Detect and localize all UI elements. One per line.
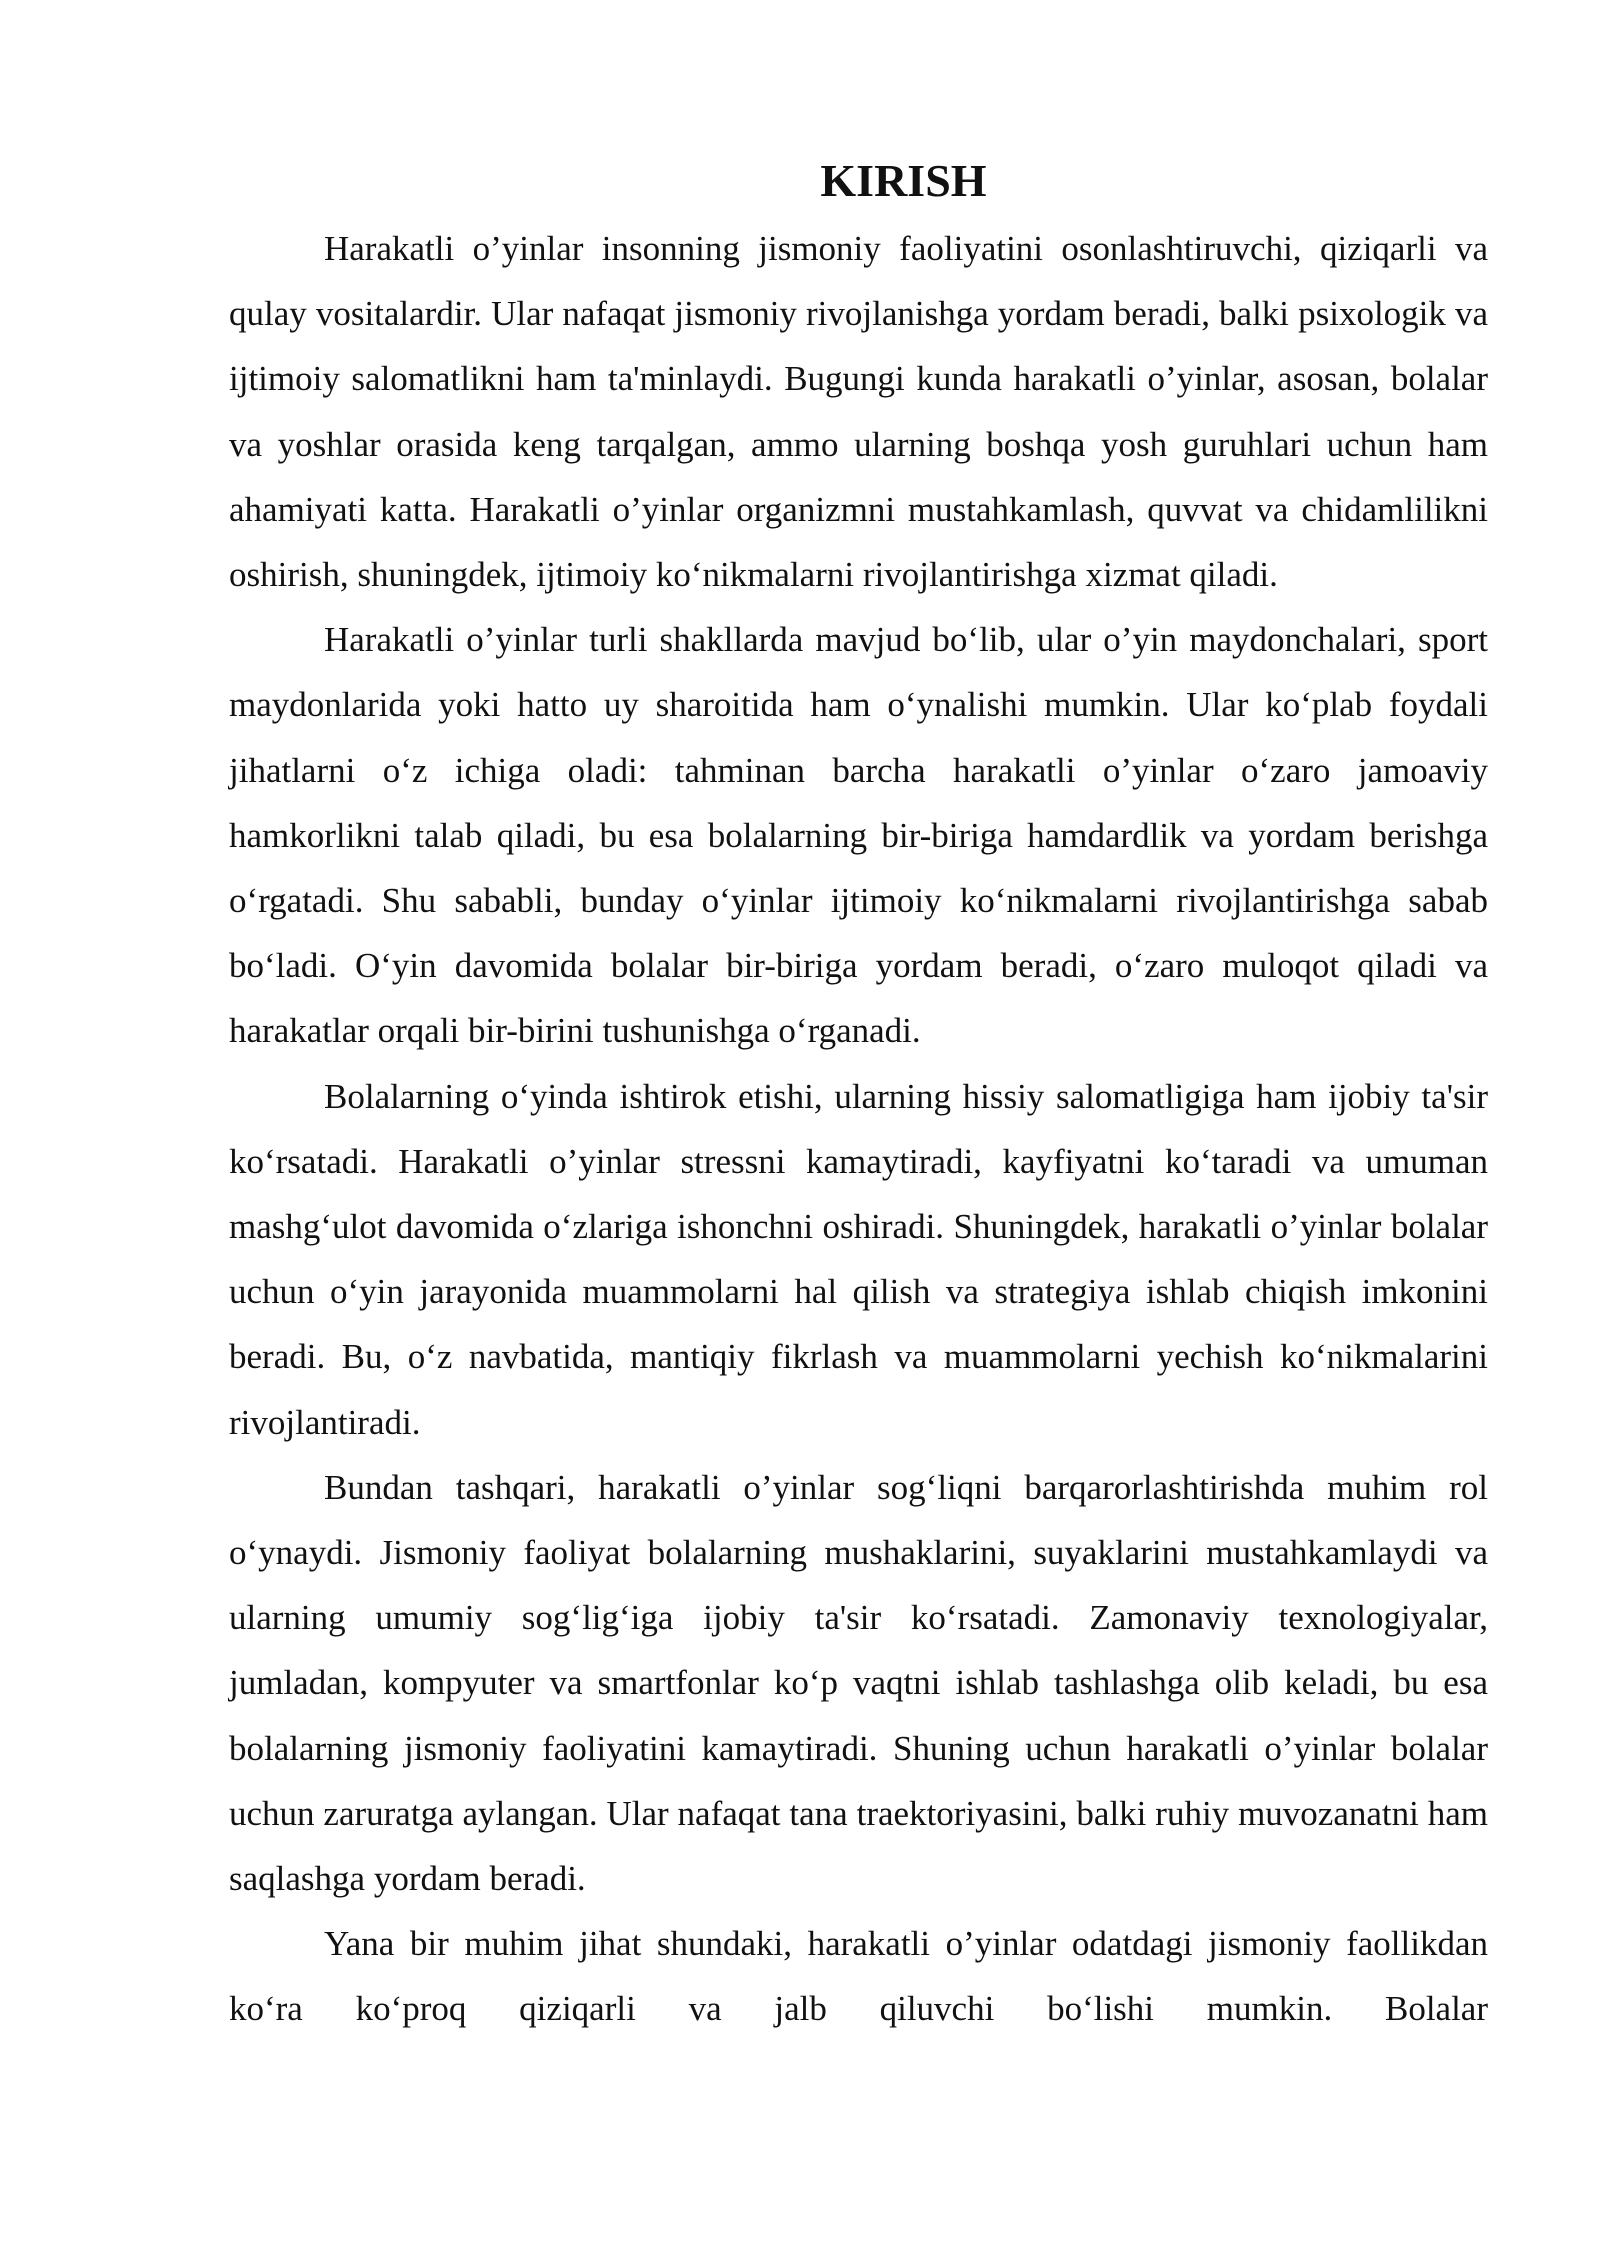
paragraph-3: Bolalarning o‘yinda ishtirok etishi, ularning hissiy salomatligiga ham ijobiy ta'sir ko‘rsatadi. Harakatli o’yinlar stressni kamaytiradi, kayfiyatni ko‘taradi va umuman mashg‘ulot davomida o‘zlariga ishonchni oshiradi. Shuningdek, harakatli o’yinlar bolalar uchun o‘yin jarayonida muammolarni hal qilish va strategiya ishlab chiqish imkonini beradi. Bu, o‘z navbatida, mantiqiy fikrlash va muammolarni yechish ko‘nikmalarini rivojlantiradi. [229,1076,1488,1442]
page-title: KIRISH [820,155,987,206]
paragraph-2: Harakatli o’yinlar turli shakllarda mavjud bo‘lib, ular o’yin maydonchalari, sport maydonlarida yoki hatto uy sharoitida ham o‘ynalishi mumkin. Ular ko‘plab foydali jihatlarni o‘z ichiga oladi: tahminan barcha harakatli o’yinlar o‘zaro jamoaviy hamkorlikni talab qiladi, bu esa bolalarning bir-biriga hamdardlik va yordam berishga o‘rgatadi. Shu sababli, bunday o‘yinlar ijtimoiy ko‘nikmalarni rivojlantirishga sabab bo‘ladi. O‘yin davomida bolalar bir-biriga yordam beradi, o‘zaro muloqot qiladi va harakatlar orqali bir-birini tushunishga o‘rganadi. [229,620,1488,1051]
paragraph-1: Harakatli o’yinlar insonning jismoniy faoliyatini osonlashtiruvchi, qiziqarli va qulay vositalardir. Ular nafaqat jismoniy rivojlanishga yordam beradi, balki psixologik va ijtimoiy salomatlikni ham ta'minlaydi. Bugungi kunda harakatli o’yinlar, asosan, bolalar va yoshlar orasida keng tarqalgan, ammo ularning boshqa yosh guruhlari uchun ham ahamiyati katta. Harakatli o’yinlar organizmni mustahkamlash, quvvat va chidamlilikni oshirish, shuningdek, ijtimoiy ko‘nikmalarni rivojlantirishga xizmat qiladi. [229,229,1488,595]
document-body [229,150,1488,2042]
paragraph-4: Bundan tashqari, harakatli o’yinlar sog‘liqni barqarorlashtirishda muhim rol o‘ynaydi. Jismoniy faoliyat bolalarning mushaklarini, suyaklarini mustahkamlaydi va ularning umumiy sog‘lig‘iga ijobiy ta'sir ko‘rsatadi. Zamonaviy texnologiyalar, jumladan, kompyuter va smartfonlar ko‘p vaqtni ishlab tashlashga olib keladi, bu esa bolalarning jismoniy faoliyatini kamaytiradi. Shuning uchun harakatli o’yinlar bolalar uchun zaruratga aylangan. Ular nafaqat tana traektoriyasini, balki ruhiy muvozanatni ham saqlashga yordam beradi. [229,1467,1488,1899]
paragraph-5: Yana bir muhim jihat shundaki, harakatli o’yinlar odatdagi jismoniy faollikdan ko‘ra ko‘proq qiziqarli va jalb qiluvchi bo‘lishi mumkin. Bolalar [229,1924,1488,2029]
